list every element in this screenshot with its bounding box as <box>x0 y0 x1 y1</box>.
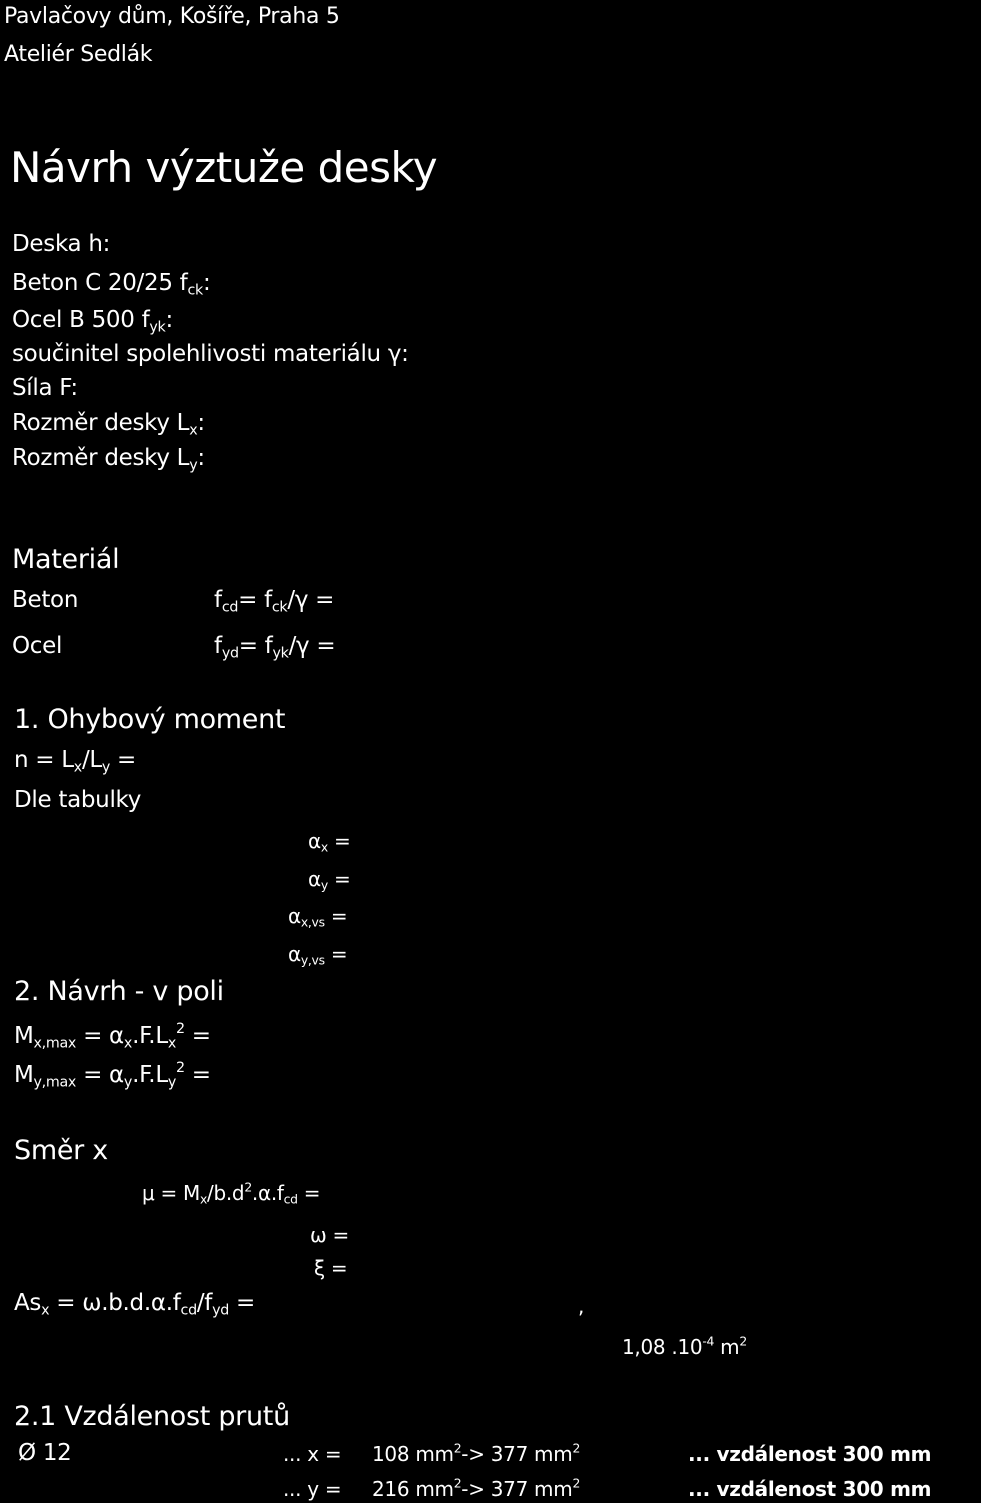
alpha-x: $\alpha_x$ = <box>308 829 351 855</box>
spacing-x-result: ... vzdálenost 300 mm <box>688 1442 932 1466</box>
steel-area-formula: $As_x = \omega.b.d.\alpha.f_{cd}/f_{yd}$ = <box>14 1290 255 1319</box>
moment-y-formula: $M_{y,max} = \alpha_y.F.L_y^2$ = <box>14 1060 211 1091</box>
alpha-y-vs: $\alpha_{y,vs}$ = <box>288 942 348 968</box>
input-span-y: Rozměr desky $L_y$: <box>12 445 205 474</box>
spacing-y-area: 216 $mm^2-> 377$ $mm^2$ <box>372 1475 581 1501</box>
material-steel-formula: $f_{yd}= f_{yk}/\gamma$ = <box>214 633 336 662</box>
ratio-formula: $n = L_x/L_y$ = <box>14 747 137 776</box>
input-safety-factor: součinitel spolehlivosti materiálu γ: <box>12 341 409 367</box>
input-concrete: Beton C 20/25 $f_{ck}$: <box>12 270 211 299</box>
material-concrete-label: Beton <box>12 587 79 613</box>
page-title: Návrh výztuže desky <box>10 143 438 192</box>
project-name: Pavlačovy dům, Košíře, Praha 5 <box>4 4 340 29</box>
omega-label: ω = <box>310 1223 349 1247</box>
spacing-x-label: ... x = <box>283 1442 342 1466</box>
input-steel: Ocel B 500 $f_{yk}$: <box>12 307 173 336</box>
table-note: Dle tabulky <box>14 787 142 813</box>
input-force: Síla F: <box>12 375 78 401</box>
spacing-y-result: ... vzdálenost 300 mm <box>688 1477 932 1501</box>
steel-area-value: 1,08 $.10^{-4}$ $m^2$ <box>622 1333 747 1359</box>
studio-name: Ateliér Sedlák <box>4 42 153 67</box>
spacing-y-label: ... y = <box>283 1477 342 1501</box>
material-steel-label: Ocel <box>12 633 63 659</box>
bar-diameter: Ø 12 <box>18 1440 72 1466</box>
spacing-x-area: 108 $mm^2-> 377$ $mm^2$ <box>372 1440 581 1466</box>
xi-label: ξ = <box>314 1256 348 1280</box>
input-slab-height: Deska h: <box>12 231 111 257</box>
alpha-x-vs: $\alpha_{x,vs}$ = <box>288 904 348 930</box>
material-concrete-formula: $f_{cd}= f_{ck}/\gamma$ = <box>214 587 335 616</box>
material-heading: Materiál <box>12 544 120 575</box>
spacing-heading: 2.1 Vzdálenost prutů <box>14 1401 290 1432</box>
moment-x-formula: $M_{x,max} = \alpha_x.F.L_x^2$ = <box>14 1021 211 1052</box>
stray-comma: , <box>578 1294 585 1318</box>
moment-heading: 1. Ohybový moment <box>14 704 286 735</box>
input-span-x: Rozměr desky $L_x$: <box>12 410 205 439</box>
alpha-y: $\alpha_y$ = <box>308 867 351 893</box>
design-heading: 2. Návrh - v poli <box>14 976 224 1007</box>
mu-formula: $\mu = M_x/b.d^2.\alpha.f_{cd}$ = <box>142 1179 321 1207</box>
direction-x-heading: Směr x <box>14 1135 108 1166</box>
